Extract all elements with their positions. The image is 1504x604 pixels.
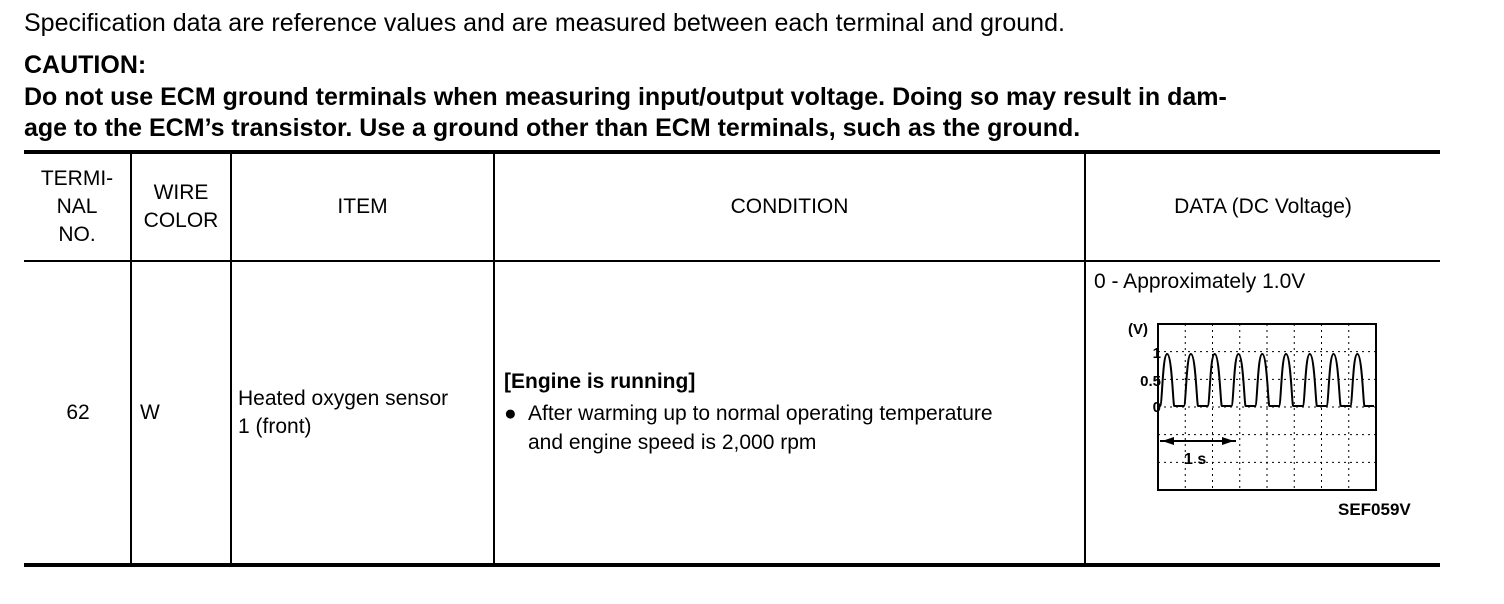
wire-color: W: [140, 401, 160, 424]
oscilloscope-waveform: [1128, 314, 1378, 494]
caution-line-1: Do not use ECM ground terminals when measuring input/output voltage. Doing so may result in dam-: [24, 83, 1227, 111]
caution-title: CAUTION:: [24, 51, 147, 79]
spec-table: [24, 150, 1440, 570]
figure-code: SEF059V: [1338, 500, 1411, 519]
header-condition: CONDITION: [730, 195, 849, 218]
intro-text: Specification data are reference values and are measured between each terminal and ground.: [24, 9, 1065, 37]
item-name: Heated oxygen sensor 1 (front): [238, 387, 449, 438]
terminal-number: 62: [66, 401, 90, 424]
header-data: DATA (DC Voltage): [1174, 195, 1352, 218]
table-header-rule: [24, 260, 1440, 262]
data-voltage-text: 0 - Approximately 1.0V: [1094, 270, 1306, 293]
time-arrow-right-icon: [1222, 437, 1234, 445]
header-wire-color: WIRE COLOR: [143, 181, 219, 232]
scope-y-label-0: 0: [1152, 399, 1161, 416]
scope-time-label: 1 s: [1184, 451, 1207, 468]
condition-line-2: and engine speed is 2,000 rpm: [528, 431, 817, 454]
header-terminal-no: TERMI- NAL NO.: [40, 167, 114, 246]
caution-line-2: age to the ECM’s transistor. Use a ground other than ECM terminals, such as the ground.: [24, 114, 1081, 142]
condition-heading: [Engine is running]: [504, 370, 696, 393]
header-item: ITEM: [337, 195, 388, 218]
table-bottom-rule: [24, 563, 1440, 567]
scope-y-label-0-5: 0.5: [1140, 373, 1161, 390]
caution-body: [24, 82, 1444, 144]
bullet-icon: ●: [504, 402, 517, 425]
scope-unit-label: (V): [1128, 321, 1148, 338]
condition-line-1: After warming up to normal operating temperature: [528, 402, 993, 425]
time-arrow-left-icon: [1162, 437, 1174, 445]
scope-y-label-1: 1: [1152, 345, 1161, 362]
